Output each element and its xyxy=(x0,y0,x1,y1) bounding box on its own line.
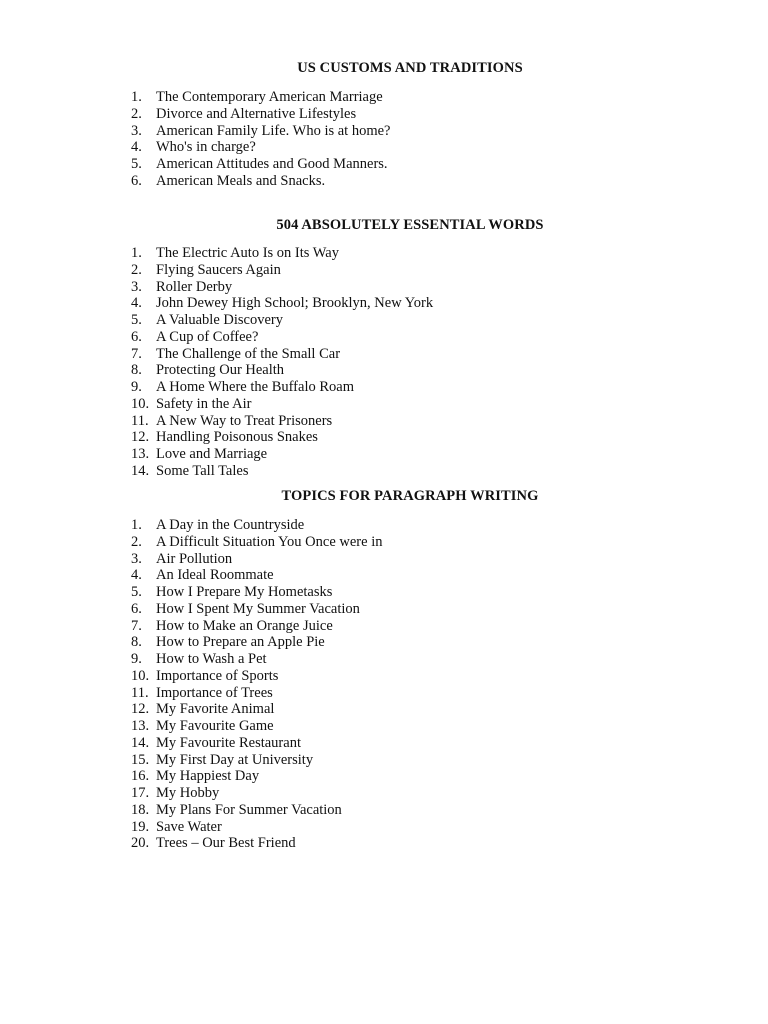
item-number: 8. xyxy=(131,362,142,379)
item-number: 5. xyxy=(131,584,142,600)
item-text: American Attitudes and Good Manners. xyxy=(156,156,388,172)
item-number: 4. xyxy=(131,567,142,584)
item-number: 5. xyxy=(131,156,142,172)
list-item xyxy=(131,89,391,106)
item-text: An Ideal Roommate xyxy=(156,567,274,584)
item-text: How I Prepare My Hometasks xyxy=(156,584,333,600)
item-text: How to Prepare an Apple Pie xyxy=(156,634,325,651)
list-item xyxy=(131,396,433,413)
list-item xyxy=(131,685,382,702)
section-heading-paragraph-topics: TOPICS FOR PARAGRAPH WRITING xyxy=(281,488,539,504)
item-number: 11. xyxy=(131,412,149,429)
item-number: 12. xyxy=(131,701,150,718)
item-number: 10. xyxy=(131,395,150,412)
item-number: 1. xyxy=(131,245,142,261)
item-number: 8. xyxy=(131,634,142,651)
list-item xyxy=(131,362,433,379)
item-number: 18. xyxy=(131,801,150,818)
item-text: The Challenge of the Small Car xyxy=(156,345,341,362)
item-text: John Dewey High School; Brooklyn, New York xyxy=(156,295,434,312)
list-item xyxy=(131,446,433,463)
item-text: How to Wash a Pet xyxy=(156,651,267,667)
item-text: Trees – Our Best Friend xyxy=(156,835,296,852)
item-text: Safety in the Air xyxy=(156,395,252,412)
item-number: 3. xyxy=(131,122,142,139)
item-text: My Happiest Day xyxy=(156,768,260,785)
section-heading-essential-words: 504 ABSOLUTELY ESSENTIAL WORDS xyxy=(276,217,544,233)
list-item xyxy=(131,735,382,752)
list-item xyxy=(131,173,391,190)
item-text: Divorce and Alternative Lifestyles xyxy=(156,105,357,122)
item-number: 9. xyxy=(131,651,142,667)
list-item xyxy=(131,651,382,668)
item-text: The Contemporary American Marriage xyxy=(156,89,383,105)
item-number: 3. xyxy=(131,278,142,295)
essential-words-list xyxy=(131,245,433,480)
list-item xyxy=(131,517,382,534)
paragraph-topics-list xyxy=(131,517,382,852)
list-item xyxy=(131,123,391,140)
item-text: Who's in charge? xyxy=(156,139,256,156)
item-text: Love and Marriage xyxy=(156,446,268,462)
item-text: A Day in the Countryside xyxy=(156,517,305,533)
item-text: American Meals and Snacks. xyxy=(156,172,326,189)
list-item xyxy=(131,835,382,852)
item-number: 9. xyxy=(131,379,142,395)
list-item xyxy=(131,701,382,718)
item-number: 11. xyxy=(131,684,149,701)
list-item xyxy=(131,785,382,802)
list-item xyxy=(131,668,382,685)
item-text: Save Water xyxy=(156,818,222,835)
list-item xyxy=(131,768,382,785)
us-customs-list xyxy=(131,89,391,190)
item-number: 2. xyxy=(131,533,142,550)
item-text: The Electric Auto Is on Its Way xyxy=(156,245,339,261)
item-text: My Favourite Game xyxy=(156,718,274,734)
item-number: 6. xyxy=(131,600,142,617)
item-number: 7. xyxy=(131,345,142,362)
item-text: My First Day at University xyxy=(156,751,314,768)
item-text: My Favourite Restaurant xyxy=(156,734,301,751)
item-number: 16. xyxy=(131,768,150,785)
item-text: Handling Poisonous Snakes xyxy=(156,429,318,446)
item-text: A Home Where the Buffalo Roam xyxy=(156,379,354,395)
item-number: 5. xyxy=(131,312,142,328)
item-number: 1. xyxy=(131,89,142,105)
list-item xyxy=(131,463,433,480)
item-text: A Difficult Situation You Once were in xyxy=(156,533,383,550)
item-number: 6. xyxy=(131,328,142,345)
item-text: How I Spent My Summer Vacation xyxy=(156,600,360,617)
list-item xyxy=(131,551,382,568)
section-heading-us-customs: US CUSTOMS AND TRADITIONS xyxy=(297,60,523,76)
item-text: My Plans For Summer Vacation xyxy=(156,801,342,818)
item-number: 19. xyxy=(131,818,150,835)
item-number: 6. xyxy=(131,172,142,189)
list-item xyxy=(131,819,382,836)
item-number: 1. xyxy=(131,517,142,533)
item-text: A Cup of Coffee? xyxy=(156,328,259,345)
list-item xyxy=(131,618,382,635)
item-number: 14. xyxy=(131,734,150,751)
item-number: 2. xyxy=(131,105,142,122)
item-number: 7. xyxy=(131,617,142,634)
item-number: 20. xyxy=(131,835,150,852)
item-text: Some Tall Tales xyxy=(156,462,249,479)
item-text: Roller Derby xyxy=(156,278,233,295)
item-number: 15. xyxy=(131,751,150,768)
list-item xyxy=(131,245,433,262)
item-number: 4. xyxy=(131,139,142,156)
list-item xyxy=(131,295,433,312)
item-number: 10. xyxy=(131,667,150,684)
item-number: 14. xyxy=(131,462,150,479)
item-text: How to Make an Orange Juice xyxy=(156,617,333,634)
list-item xyxy=(131,329,433,346)
list-item xyxy=(131,139,391,156)
list-item xyxy=(131,379,433,396)
list-item xyxy=(131,156,391,173)
list-item xyxy=(131,413,433,430)
item-text: My Hobby xyxy=(156,785,220,801)
item-number: 12. xyxy=(131,429,150,446)
list-item xyxy=(131,718,382,735)
list-item xyxy=(131,567,382,584)
list-item xyxy=(131,346,433,363)
item-text: My Favorite Animal xyxy=(156,701,275,718)
list-item xyxy=(131,429,433,446)
list-item xyxy=(131,584,382,601)
item-text: Air Pollution xyxy=(156,550,233,567)
list-item xyxy=(131,534,382,551)
list-item xyxy=(131,634,382,651)
item-number: 13. xyxy=(131,718,150,734)
list-item xyxy=(131,106,391,123)
list-item xyxy=(131,802,382,819)
item-text: American Family Life. Who is at home? xyxy=(156,122,391,139)
item-text: Flying Saucers Again xyxy=(156,261,281,278)
item-text: Importance of Trees xyxy=(156,684,273,701)
item-number: 17. xyxy=(131,785,150,801)
item-text: Importance of Sports xyxy=(156,667,279,684)
item-text: Protecting Our Health xyxy=(156,362,285,379)
item-number: 3. xyxy=(131,550,142,567)
list-item xyxy=(131,312,433,329)
item-text: A New Way to Treat Prisoners xyxy=(156,412,333,429)
list-item xyxy=(131,752,382,769)
list-item xyxy=(131,279,433,296)
list-item xyxy=(131,262,433,279)
item-number: 13. xyxy=(131,446,150,462)
item-number: 2. xyxy=(131,261,142,278)
item-text: A Valuable Discovery xyxy=(156,312,283,328)
item-number: 4. xyxy=(131,295,142,312)
list-item xyxy=(131,601,382,618)
